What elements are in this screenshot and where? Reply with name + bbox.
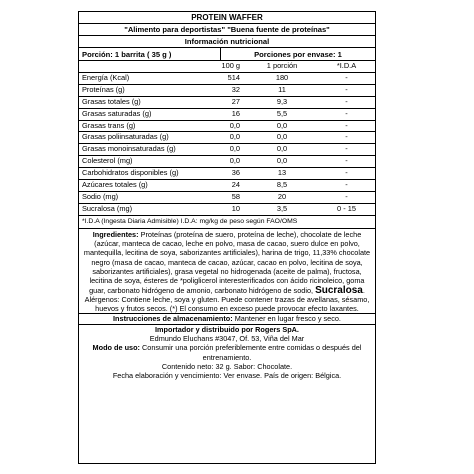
importer-name: Importador y distribuido por Rogers SpA. xyxy=(155,324,299,334)
value-portion: 9,3 xyxy=(246,96,318,108)
value-ida: - xyxy=(318,132,375,144)
table-row xyxy=(79,120,375,132)
nutrient-name: Sucralosa (mg) xyxy=(79,203,200,215)
column-header: 1 porción xyxy=(246,61,318,72)
nutrient-name: Grasas trans (g) xyxy=(79,120,200,132)
usage-label: Modo de uso: xyxy=(92,343,140,353)
product-title: PROTEIN WAFFER xyxy=(79,12,375,24)
value-ida: 0 - 15 xyxy=(318,203,375,215)
value-portion: 8,5 xyxy=(246,180,318,192)
importer-block xyxy=(79,324,375,344)
usage-block xyxy=(79,343,375,362)
nutrient-name: Proteínas (g) xyxy=(79,84,200,96)
ingredients-block xyxy=(79,229,375,314)
table-row xyxy=(79,132,375,144)
storage-text: Mantener en lugar fresco y seco. xyxy=(232,314,341,324)
value-100g: 514 xyxy=(200,72,246,84)
value-portion: 5,5 xyxy=(246,108,318,120)
table-row xyxy=(79,144,375,156)
storage-block xyxy=(79,313,375,323)
importer-address: Edmundo Eluchans #3047, Of. 53, Viña del Mar xyxy=(149,334,305,344)
sucralose-highlight: Sucralosa xyxy=(315,284,363,296)
table-row xyxy=(79,96,375,108)
value-100g: 58 xyxy=(200,191,246,203)
value-100g: 36 xyxy=(200,168,246,180)
ingredients-text: Proteínas (proteína de suero, proteína de leche), chocolate de leche (azúcar, manteca de cacao, leche en polvo, masa de cacao, suero dulce en polvo, mantequilla, lecitina de soya, saborizantes artificiales), harina de trigo, 11,33% chocolate negro (masa de cacao, manteca de cacao, azúcar, cacao en polvo, lecitina de soya, saborizantes artificiales), grasa vegetal no hidrogenada (aceite de palma), fructosa, lecitina de soya, ésteres de *poliglicerol interesterificados con ácido ricinoleico, goma guar, carbonato hidrógeno de amonio, carbonato hidrógeno de sodio, xyxy=(83,229,371,295)
ida-footnote: *I.D.A (Ingesta Diaria Admisible) I.D.A: mg/kg de peso según FAO/OMS xyxy=(79,216,375,229)
nutrient-name: Grasas monoinsaturadas (g) xyxy=(79,144,200,156)
value-portion: 180 xyxy=(246,72,318,84)
allergens-text: . Alérgenos: Contiene leche, soya y gluten. Puede contener trazas de avellanas, sésamo, huevos y frutos secos. (*) El consumo en exceso puede provocar efecto laxantes. xyxy=(84,285,370,314)
table-row xyxy=(79,168,375,180)
value-ida: - xyxy=(318,72,375,84)
nutrient-name: Azúcares totales (g) xyxy=(79,180,200,192)
table-row xyxy=(79,72,375,84)
value-100g: 24 xyxy=(200,180,246,192)
value-100g: 0,0 xyxy=(200,144,246,156)
table-row xyxy=(79,180,375,192)
nutrient-name: Colesterol (mg) xyxy=(79,156,200,168)
value-100g: 10 xyxy=(200,203,246,215)
nutrient-name: Energía (Kcal) xyxy=(79,72,200,84)
portion-row xyxy=(79,48,375,61)
net-content: Contenido neto: 32 g. Sabor: Chocolate. xyxy=(161,361,293,371)
nutrient-name: Sodio (mg) xyxy=(79,191,200,203)
table-row xyxy=(79,108,375,120)
value-100g: 0,0 xyxy=(200,132,246,144)
nutrient-name: Carbohidratos disponibles (g) xyxy=(79,168,200,180)
value-100g: 0,0 xyxy=(200,120,246,132)
table-header xyxy=(79,61,375,72)
nutrition-label xyxy=(78,11,376,464)
table-row xyxy=(79,203,375,215)
value-portion: 3,5 xyxy=(246,203,318,215)
table-row xyxy=(79,156,375,168)
value-portion: 0,0 xyxy=(246,120,318,132)
value-ida: - xyxy=(318,96,375,108)
value-ida: - xyxy=(318,108,375,120)
value-portion: 0,0 xyxy=(246,156,318,168)
nutrient-name: Grasas totales (g) xyxy=(79,96,200,108)
nutrition-table xyxy=(79,61,375,216)
value-100g: 27 xyxy=(200,96,246,108)
portion-size: Porción: 1 barrita ( 35 g ) xyxy=(79,48,221,60)
nutrient-name: Grasas saturadas (g) xyxy=(79,108,200,120)
value-portion: 0,0 xyxy=(246,144,318,156)
column-header: 100 g xyxy=(200,61,246,72)
nutrient-name: Grasas poliinsaturadas (g) xyxy=(79,132,200,144)
info-heading: Información nutricional xyxy=(79,36,375,48)
dates-origin: Fecha elaboración y vencimiento: Ver envase. País de origen: Bélgica. xyxy=(112,371,342,381)
table-row xyxy=(79,84,375,96)
ingredients-label: Ingredientes: xyxy=(92,229,139,239)
value-portion: 20 xyxy=(246,191,318,203)
value-100g: 32 xyxy=(200,84,246,96)
value-ida: - xyxy=(318,120,375,132)
table-row xyxy=(79,191,375,203)
usage-text: Consumir una porción preferiblemente entre comidas o después del entrenamiento. xyxy=(139,343,362,362)
value-ida: - xyxy=(318,144,375,156)
column-header: *I.D.A xyxy=(318,61,375,72)
value-ida: - xyxy=(318,156,375,168)
storage-label: Instrucciones de almacenamiento: xyxy=(113,314,233,324)
column-header xyxy=(79,61,200,72)
product-claims: "Alimento para deportistas" "Buena fuente de proteínas" xyxy=(79,24,375,36)
value-portion: 11 xyxy=(246,84,318,96)
value-100g: 16 xyxy=(200,108,246,120)
portions-per-container: Porciones por envase: 1 xyxy=(254,50,342,59)
value-ida: - xyxy=(318,191,375,203)
value-portion: 13 xyxy=(246,168,318,180)
value-portion: 0,0 xyxy=(246,132,318,144)
value-ida: - xyxy=(318,180,375,192)
value-ida: - xyxy=(318,168,375,180)
value-100g: 0,0 xyxy=(200,156,246,168)
value-ida: - xyxy=(318,84,375,96)
